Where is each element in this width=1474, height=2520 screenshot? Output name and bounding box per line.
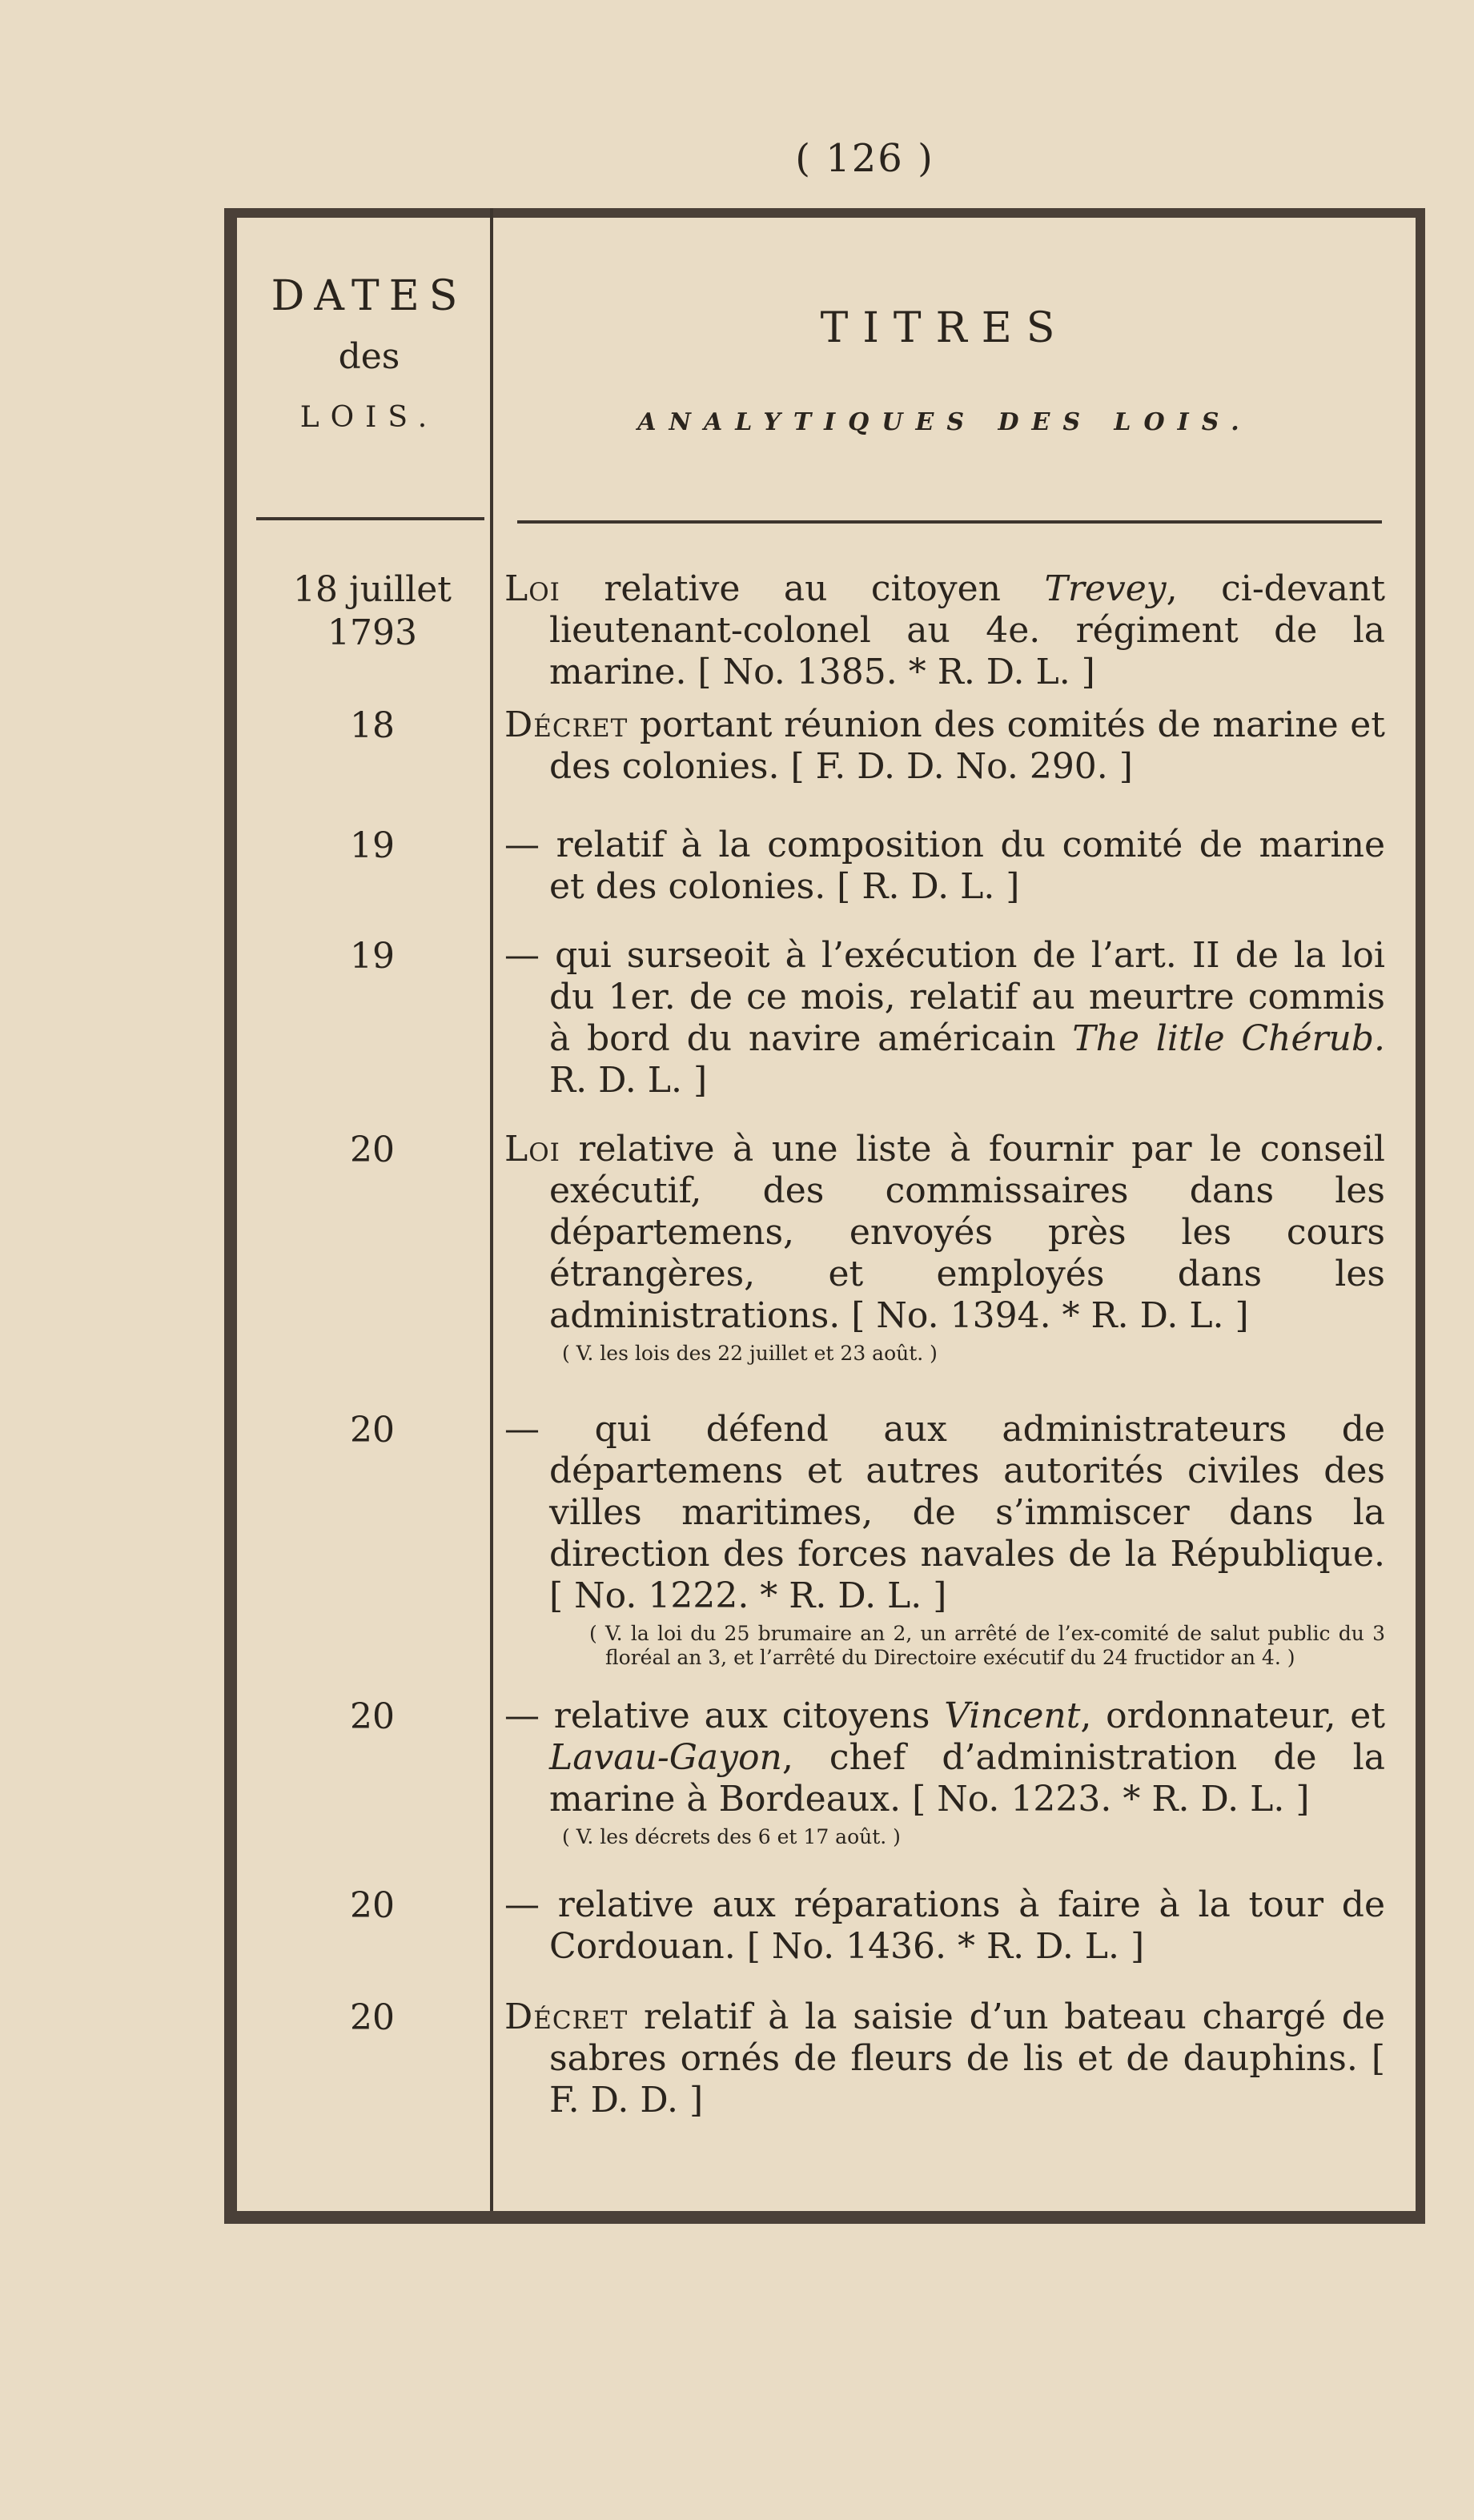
entry-lead: Décret (504, 1996, 629, 2037)
header-titres: TITRES (820, 304, 1070, 352)
entry-date: 18 (350, 705, 395, 746)
entry-text (504, 935, 1385, 1101)
entry-row (256, 1409, 1393, 1695)
entry-text-b: , ordonnateur, et (1080, 1695, 1386, 1736)
entry-text-a: relatif à la saisie d’un bateau chargé de sabres ornés de fleurs de lis et de dauphins. [ F. D. D. ] (549, 1996, 1385, 2121)
entry-text-a: relative à une liste à fournir par le conseil exécutif, des commissaires dans les départemens, envoyés près les cours étrangères, et employés dans les administrations. [ No. 1394. * R. D. L. ] (549, 1129, 1385, 1336)
entry-italic: Trevey (1044, 568, 1167, 609)
entry-date (256, 568, 488, 704)
header-dates (253, 272, 485, 434)
entry-text-a: — qui défend aux administrateurs de départemens et autres autorités civiles des villes maritimes, de s’immiscer dans la direction des forces navales de la République. [ No. 1222. * R. D. L. ] (504, 1409, 1385, 1616)
entry-date-day: 18 juillet (293, 569, 452, 610)
entry-row (256, 568, 1393, 704)
header-dates-title: DATES (271, 272, 468, 320)
entry-text-c: , chef d’administration de la marine à Bordeaux. [ No. 1223. * R. D. L. ] (549, 1737, 1385, 1820)
header-rule-right (517, 520, 1382, 524)
entry-row (256, 1129, 1393, 1409)
entry-lead: Loi (504, 568, 560, 609)
entry-text (504, 568, 1385, 693)
entry-date: 19 (350, 936, 395, 977)
entry-row (256, 825, 1393, 935)
header-rule-left (256, 517, 484, 520)
entry-row (256, 935, 1393, 1129)
header-analytiques: ANALYTIQUES DES LOIS. (637, 408, 1252, 436)
entry-date: 20 (350, 1410, 395, 1451)
entry-note: ( V. les décrets des 6 et 17 août. ) (562, 1825, 901, 1848)
entry-italic-2: Lavau-Gayon (549, 1737, 782, 1778)
entry-note: ( V. la loi du 25 brumaire an 2, un arrêté de l’ex-comité de salut public du 3 floréal an 3, et l’arrêté du Directoire exécutif du 24 fructidor an 4. ) (589, 1622, 1385, 1669)
entry-text (504, 1996, 1385, 2121)
entry-row (256, 1996, 1393, 2125)
entry-text: — relative aux réparations à faire à la tour de Cordouan. [ No. 1436. * R. D. L. ] (504, 1884, 1385, 1967)
entry-text (504, 1409, 1385, 1670)
entry-lead: Loi (504, 1129, 560, 1170)
bottom-rule (224, 2211, 1425, 2224)
entry-text: — relatif à la composition du comité de marine et des colonies. [ R. D. L. ] (504, 825, 1385, 907)
entry-row (256, 704, 1393, 825)
header-dates-lois: LOIS. (299, 401, 439, 434)
entry-date: 19 (350, 825, 395, 866)
entry-date: 20 (350, 1885, 395, 1926)
entry-row (256, 1884, 1393, 1996)
entry-lead: Décret (504, 704, 629, 745)
entry-text-a: relative au citoyen (560, 568, 1045, 609)
entry-text-a: portant réunion des comités de marine et des colonies. [ F. D. D. No. 290. ] (549, 704, 1385, 787)
entry-text-a: — qui surseoit à l’exécution de l’art. II de la loi du 1er. de ce mois, relatif au meurtre commis à bord du navire américain (504, 935, 1385, 1059)
entry-date-year: 1793 (327, 612, 417, 653)
entry-italic: Vincent (944, 1695, 1081, 1736)
entry-text (504, 704, 1385, 788)
entry-date: 20 (350, 1696, 395, 1737)
entry-text (504, 1695, 1385, 1849)
entry-note: ( V. les lois des 22 juillet et 23 août. ) (562, 1342, 938, 1365)
entry-text-b: R. D. L. ] (549, 1060, 708, 1101)
entry-text (504, 1129, 1385, 1366)
page-number: ( 126 ) (795, 136, 934, 181)
header-titles (512, 304, 1377, 436)
entry-date: 20 (350, 1130, 395, 1170)
entry-date: 20 (350, 1997, 395, 2038)
header-dates-des: des (338, 336, 400, 377)
entry-text-a: — relative aux citoyens (504, 1695, 945, 1736)
entries-list (256, 568, 1393, 2125)
entry-text-b: , ci-devant lieutenant-colonel au 4e. régiment de la marine. [ No. 1385. * R. D. L. ] (549, 568, 1386, 692)
entry-italic: The litle Chérub. (1072, 1018, 1386, 1059)
entry-row (256, 1695, 1393, 1884)
